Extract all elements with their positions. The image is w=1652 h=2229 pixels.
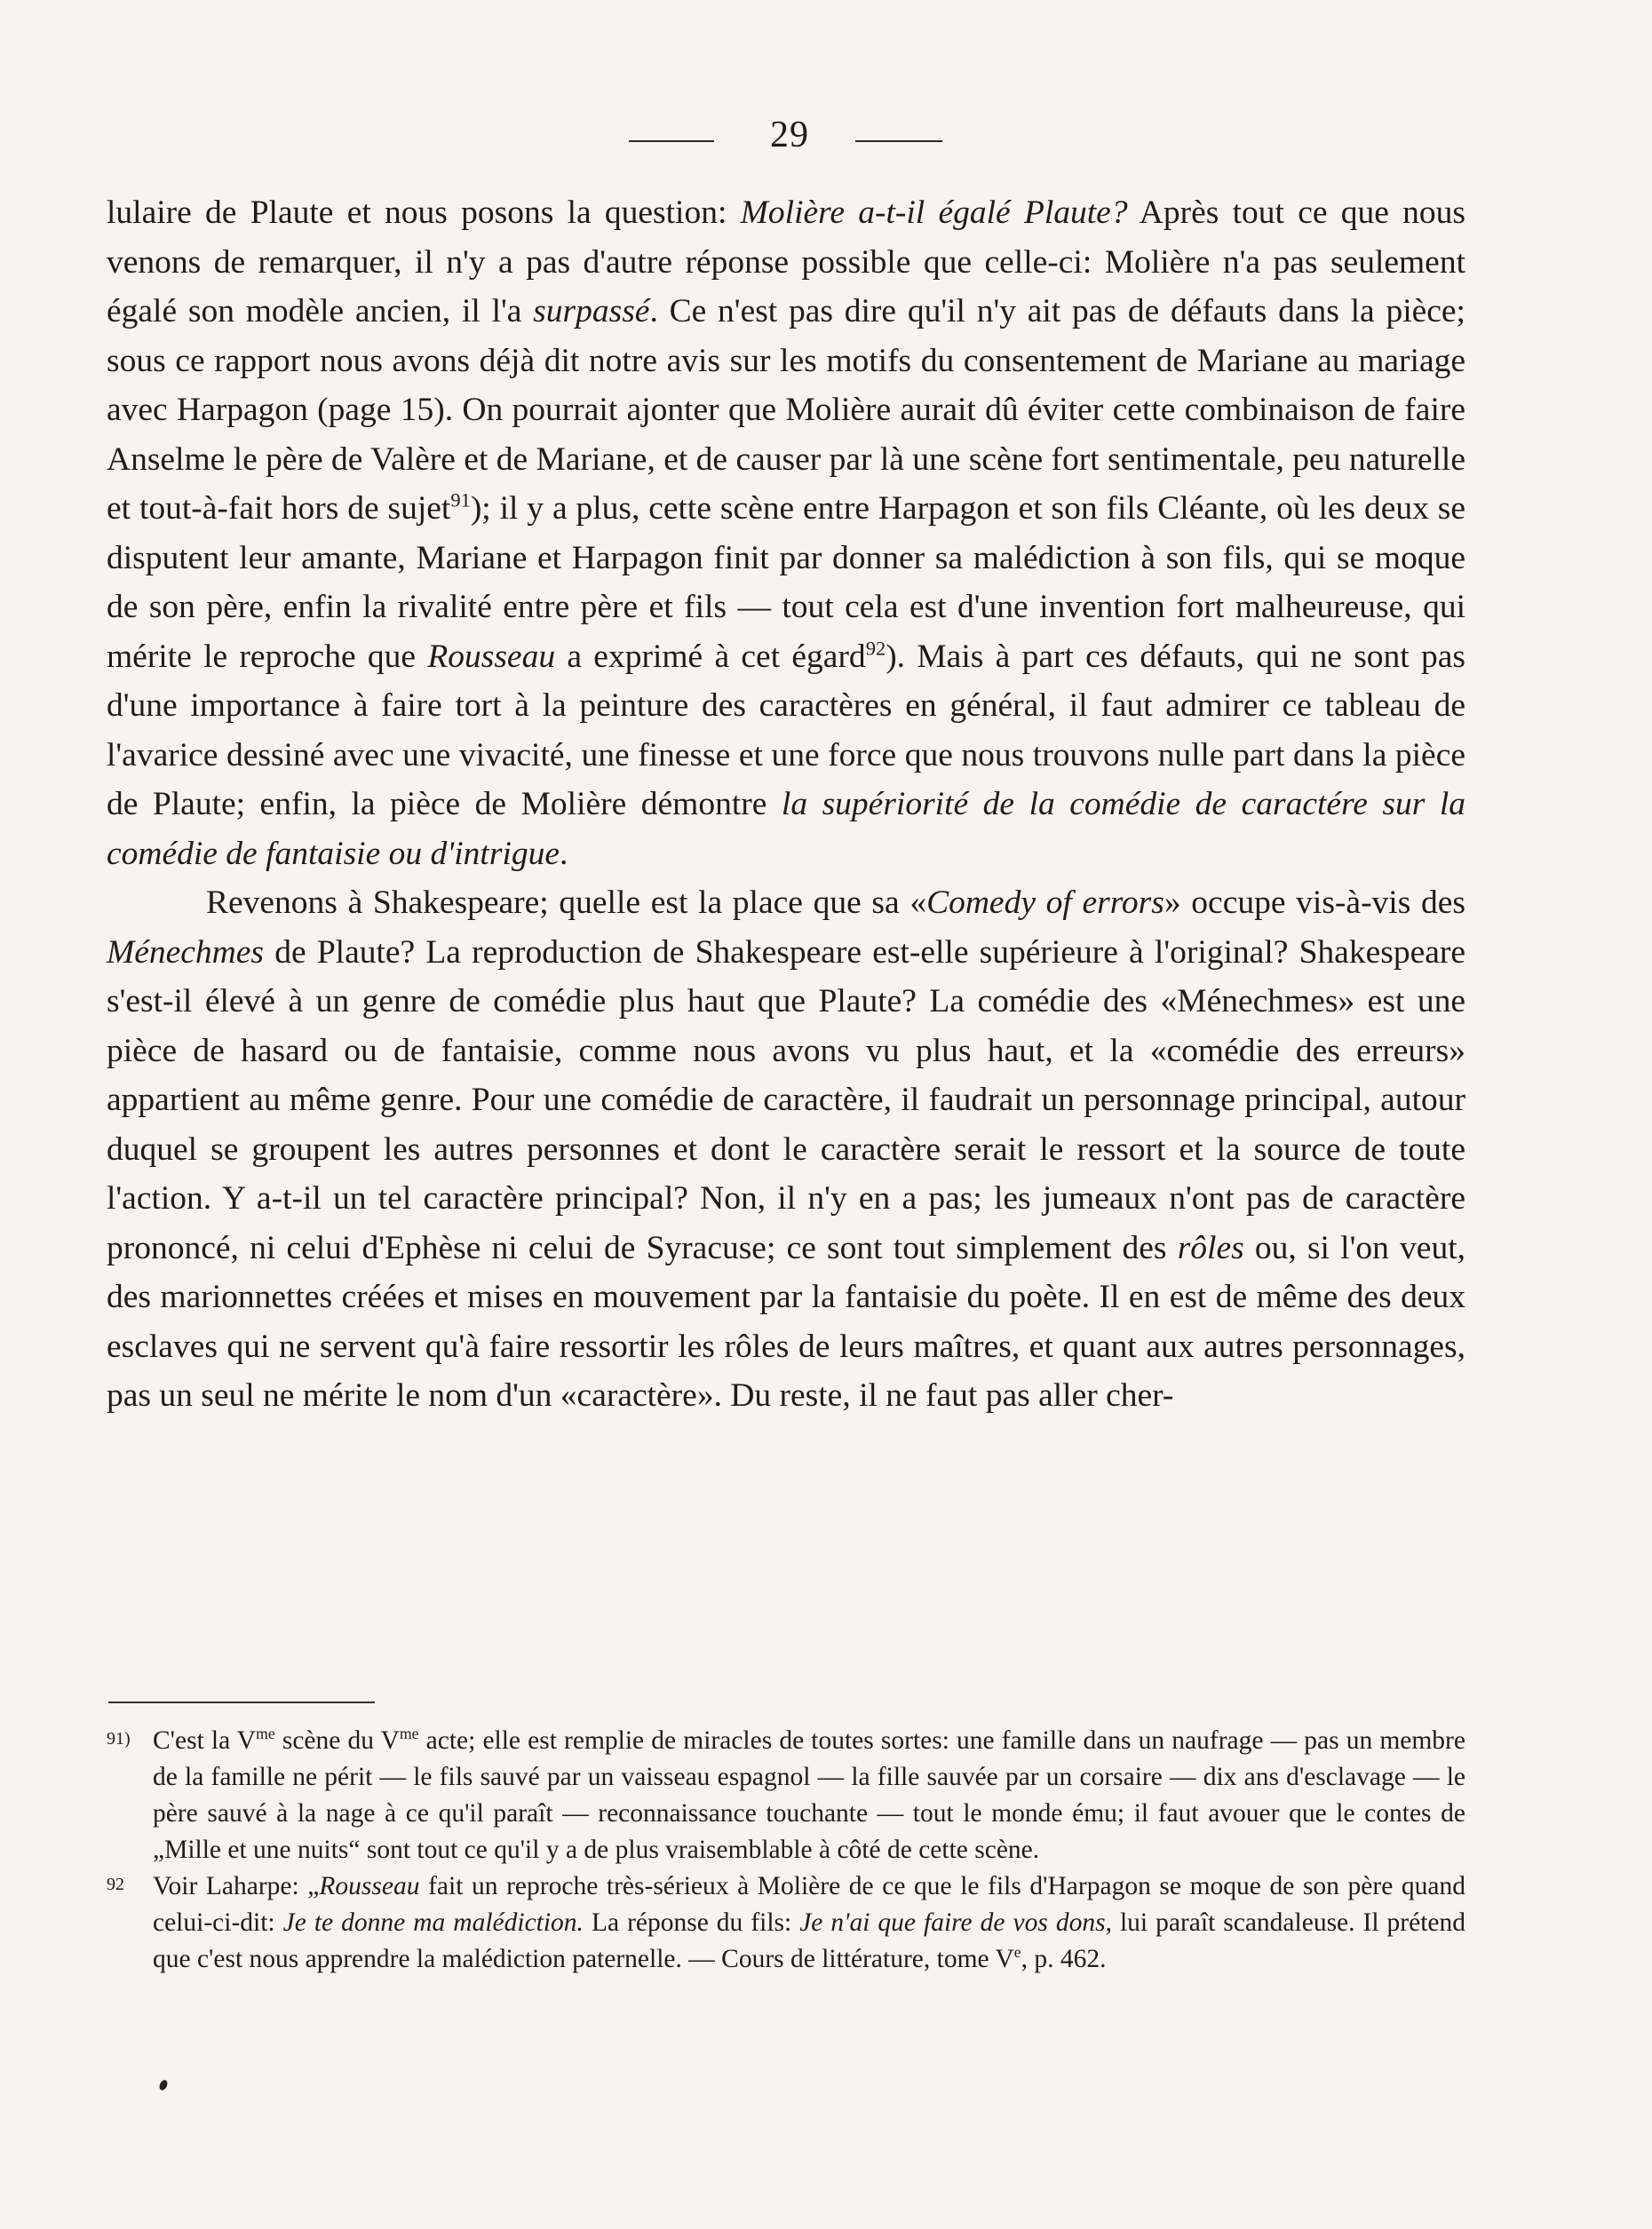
p1-text-m: .: [560, 835, 568, 872]
p2-text-c: » occupe vis-à-vis des: [1164, 884, 1465, 921]
p2-text-a: Revenons à Shakespeare; quelle est la place que sa «: [206, 884, 927, 921]
p1-text-e: . Ce n'est pas dire qu'il n'y ait pas de défauts dans la pièce; sous ce rapport nous avons déjà dit notre avis sur les motifs du consentement de Mariane au mariage avec Harpagon (page 15). On pourrait ajonter que Molière aurait dû éviter cette combinaison de faire Anselme le père de Valère et de Mariane, et de causer par là une scène fort sentimentale, peu naturelle et tout-à-fait hors de sujet: [107, 293, 1465, 527]
fn92-text-i: , p. 462.: [1021, 1945, 1107, 1973]
footnote-text: [153, 1868, 1465, 1978]
fn92-text-e: La réponse du fils:: [583, 1908, 800, 1937]
p2-menechmes-italic: Ménechmes: [107, 933, 264, 971]
p2-text-g: ou, si l'on veut, des marionnettes créées et mises en mouvement par la fantaisie du poète. Il en est de même des deux esclaves qui ne servent qu'à faire ressortir les rôles de leurs maîtres, et quant aux autres personnages, pas un seul ne mérite le nom d'un «caractère». Du reste, il ne faut pas aller cher-: [107, 1229, 1465, 1414]
paragraph-2: [107, 878, 1465, 1421]
fn91-text-b: scène du V: [274, 1726, 400, 1755]
p2-text-e: de Plaute? La reproduction de Shakespeare est-elle supérieure à l'original? Shakespeare s'est-il élevé à un genre de comédie plus haut que Plaute? La comédie des «Ménechmes» est une pièce de hasard ou de fantaisie, comme nous avons vu plus haut, et la «comédie des erreurs» appartient au même genre. Pour une comédie de caractère, il faudrait un personnage principal, autour duquel se groupent les autres personnes et dont le caractère serait le ressort et la source de toute l'action. Y a-t-il un tel caractère principal? Non, il n'y en a pas; les jumeaux n'ont pas de caractère prononcé, ni celui d'Ephèse ni celui de Syracuse; ce sont tout simplement des: [107, 933, 1465, 1266]
p1-text-k: ). Mais à part ces défauts, qui ne sont pas d'une importance à faire tort à la peinture des caractères en général, il faut admirer ce tableau de l'avarice dessiné avec une vivacité, une finesse et une force que nous trouvons nulle part dans la pièce de Plaute; enfin, la pièce de Molière démontre: [107, 638, 1465, 822]
fn92-quote-1-italic: Je te donne ma malédiction.: [282, 1908, 584, 1937]
page-header: [0, 108, 1652, 162]
footnote-91: [107, 1723, 1465, 1868]
footnotes: [107, 1723, 1465, 1978]
fn92-sup-e: e: [1013, 1943, 1021, 1962]
main-text: [107, 188, 1465, 1421]
p1-rousseau-italic: Rousseau: [427, 638, 556, 675]
ink-speck: [158, 2079, 169, 2091]
fn92-text-c: fait un reproche très-sérieux à Molière de ce que le fils d'Harpagon se moque de son père quand celui-ci-dit:: [153, 1872, 1465, 1937]
footnote-marker: 92: [107, 1875, 124, 1894]
p1-text-g: ); il y a plus, cette scène entre Harpagon et son fils Cléante, où les deux se disputent leur amante, Mariane et Harpagon finit par donner sa malédiction à son fils, qui se moque de son père, enfin la rivalité entre père et fils — tout cela est d'une invention fort malheureuse, qui mérite le reproche que: [107, 490, 1465, 675]
p1-text-c: Après tout ce que nous venons de remarquer, il n'y a pas d'autre réponse possible que celle-ci: Molière n'a pas seulement égalé son modèle ancien, il l'a: [107, 194, 1465, 329]
p1-superiorite-italic: la supériorité de la comédie de caractére sur la comédie de fantaisie ou d'intrigue: [107, 786, 1465, 872]
p1-text-i: a exprimé à cet égard: [555, 638, 866, 675]
p1-question-italic: Molière a-t-il égalé Plaute?: [740, 194, 1128, 231]
footnote-text: [153, 1723, 1465, 1868]
fn91-text-a: C'est la V: [153, 1726, 257, 1755]
fn91-sup-2: me: [399, 1725, 419, 1743]
paragraph-1: [107, 188, 1465, 878]
footnote-marker: 91): [107, 1729, 131, 1749]
p2-roles-italic: rôles: [1177, 1229, 1244, 1266]
p1-surpasse-italic: surpassé: [533, 293, 650, 329]
fn92-rousseau-italic: Rousseau: [319, 1872, 420, 1900]
footnote-92: [107, 1868, 1465, 1978]
p2-comedy-italic: Comedy of errors: [926, 884, 1164, 921]
page-number: 29: [770, 115, 809, 155]
footnote-separator: [108, 1701, 375, 1703]
footnote-ref-92[interactable]: 92: [865, 637, 886, 659]
fn92-text-a: Voir Laharpe: „: [153, 1872, 320, 1900]
header-rule-left: [629, 140, 714, 142]
header-rule-right: [855, 140, 942, 142]
footnote-ref-91[interactable]: 91: [450, 488, 471, 512]
fn91-text-c: acte; elle est remplie de miracles de toutes sortes: une famille dans un naufrage — pas un membre de la famille ne périt — le fils sauvé par un vaisseau espagnol — la fille sauvée par un corsaire — dix ans d'esclavage — le père sauvé à la nage à ce qu'il paraît — reconnaissance touchante — tout le monde ému; il faut avouer que le contes de „Mille et une nuits“ sont tout ce qu'il y a de plus vraisemblable à côté de cette scène.: [153, 1726, 1465, 1864]
p1-text-a: lulaire de Plaute et nous posons la question:: [107, 194, 741, 231]
fn92-quote-2-italic: Je n'ai que faire de vos dons,: [799, 1908, 1112, 1937]
fn92-text-g: lui paraît scandaleuse. Il prétend que c'est nous apprendre la malédiction paternelle. — Cours de littérature, tome V: [153, 1908, 1466, 1973]
fn91-sup-1: me: [256, 1725, 275, 1743]
